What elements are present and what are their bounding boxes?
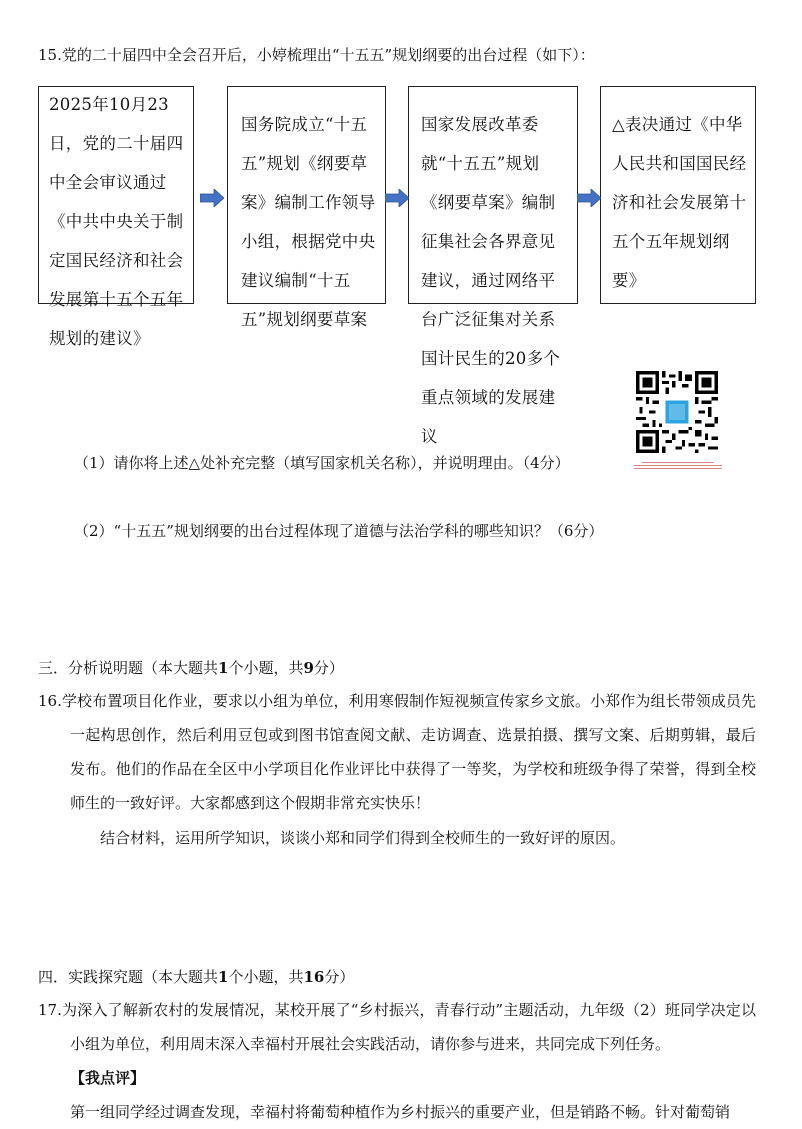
q16-paragraph: 16.学校布置项目化作业，要求以小组为单位，利用寒假制作短视频宣传家乡文旅。小郑作为组长带领成员先一起构思创作，然后利用豆包或到图书馆查阅文献、走访调查、选景拍摄、撰写文案、后期剪辑，最后发布。他们的作品在全区中小学项目化作业评比中获得了一等奖，为学校和班级争得了荣誉，得到全校师生的一致好评。大家都感到这个假期非常充实快乐！ — [38, 692, 756, 812]
flow-arrow-1-icon — [200, 189, 224, 207]
section-three-heading: 三．分析说明题（本大题共1个小题，共9分） — [38, 659, 344, 677]
flow-box-1-text: 2025年10月23日，党的二十届四中全会审议通过《中共中央关于制定国民经济和社会发展第十五个五年规划的建议》 — [49, 95, 184, 348]
flow-arrow-3-icon — [577, 189, 601, 207]
flow-box-4-text: △表决通过《中华人民共和国国民经济和社会发展第十五个五年规划纲要》 — [612, 115, 747, 290]
flow-box-2-text: 国务院成立“十五五”规划《纲要草案》编制工作领导小组，根据党中央建议编制“十五五”规划纲要草案 — [241, 115, 376, 329]
q17-task-title: 【我点评】 — [70, 1069, 146, 1087]
q17-task-text: 第一组同学经过调查发现，幸福村将葡萄种植作为乡村振兴的重要产业，但是销路不畅。针对葡萄销 — [70, 1103, 731, 1121]
q16-prompt: 结合材料，运用所学知识，谈谈小郑和同学们得到全校师生的一致好评的原因。 — [100, 829, 626, 847]
section-four-heading: 四．实践探究题（本大题共1个小题，共16分） — [38, 968, 355, 986]
flow-arrow-2-icon — [385, 189, 409, 207]
q15-sub2: （2）“十五五”规划纲要的出台过程体现了道德与法治学科的哪些知识？（6分） — [74, 522, 604, 540]
qr-code-icon — [636, 371, 718, 453]
qr-caption — [628, 456, 728, 471]
q17-paragraph: 17.为深入了解新农村的发展情况，某校开展了“乡村振兴，青春行动”主题活动，九年级（2）班同学决定以小组为单位，利用周末深入幸福村开展社会实践活动，请你参与进来，共同完成下列任务。 — [38, 1001, 756, 1053]
flow-box-3-text: 国家发展改革委就“十五五”规划《纲要草案》编制征集社会各界意见建议，通过网络平台广泛征集对关系国计民生的20多个重点领域的发展建议 — [421, 115, 561, 446]
q15-sub1: （1）请你将上述△处补充完整（填写国家机关名称），并说明理由。（4分） — [74, 454, 570, 472]
q15-stem: 15.党的二十届四中全会召开后，小婷梳理出“十五五”规划纲要的出台过程（如下）： — [38, 46, 595, 64]
